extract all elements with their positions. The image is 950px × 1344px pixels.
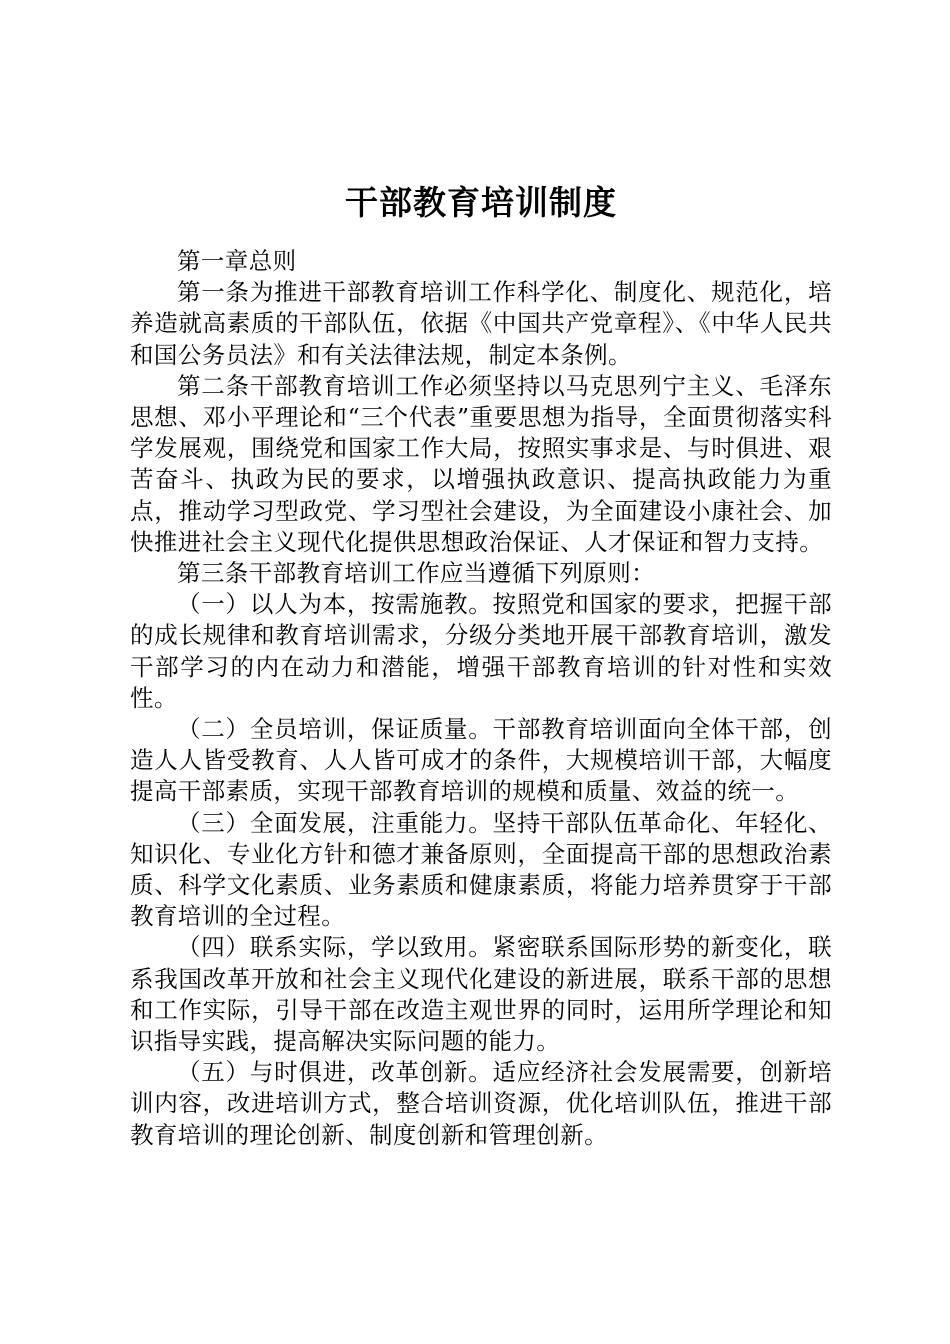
principle-2: （二）全员培训，保证质量。干部教育培训面向全体干部，创造人人皆受教育、人人皆可成才的条件，大规模培训干部，大幅度提高干部素质，实现干部教育培训的规模和质量、效益的统一。	[130, 715, 832, 806]
article-1: 第一条为推进干部教育培训工作科学化、制度化、规范化，培养造就高素质的干部队伍，依据《中国共产党章程》、《中华人民共和国公务员法》和有关法律法规，制定本条例。	[130, 278, 832, 369]
document-page	[130, 178, 832, 1151]
document-title: 干部教育培训制度	[345, 183, 617, 222]
article-3: 第三条干部教育培训工作应当遵循下列原则：	[177, 559, 655, 588]
chapter-heading: 第一章总则	[177, 247, 297, 275]
principle-4: （四）联系实际，学以致用。紧密联系国际形势的新变化，联系我国改革开放和社会主义现代化建设的新进展，联系干部的思想和工作实际，引导干部在改造主观世界的同时，运用所学理论和知识指导实践，提高解决实际问题的能力。	[130, 933, 832, 1056]
principle-5: （五）与时俱进，改革创新。适应经济社会发展需要，创新培训内容，改进培训方式，整合培训资源，优化培训队伍，推进干部教育培训的理论创新、制度创新和管理创新。	[130, 1058, 832, 1149]
principle-3: （三）全面发展，注重能力。坚持干部队伍革命化、年轻化、知识化、专业化方针和德才兼备原则，全面提高干部的思想政治素质、科学文化素质、业务素质和健康素质，将能力培养贯穿于干部教育培训的全过程。	[130, 808, 832, 931]
principle-1: （一）以人为本，按需施教。按照党和国家的要求，把握干部的成长规律和教育培训需求，分级分类地开展干部教育培训，激发干部学习的内在动力和潜能，增强干部教育培训的针对性和实效性。	[130, 590, 832, 712]
article-2: 第二条干部教育培训工作必须坚持以马克思列宁主义、毛泽东思想、邓小平理论和“三个代表”重要思想为指导，全面贯彻落实科学发展观，围绕党和国家工作大局，按照实事求是、与时俱进、艰苦奋斗、执政为民的要求，以增强执政意识、提高执政能力为重点，推动学习型政党、学习型社会建设，为全面建设小康社会、加快推进社会主义现代化提供思想政治保证、人才保证和智力支持。	[130, 371, 832, 556]
